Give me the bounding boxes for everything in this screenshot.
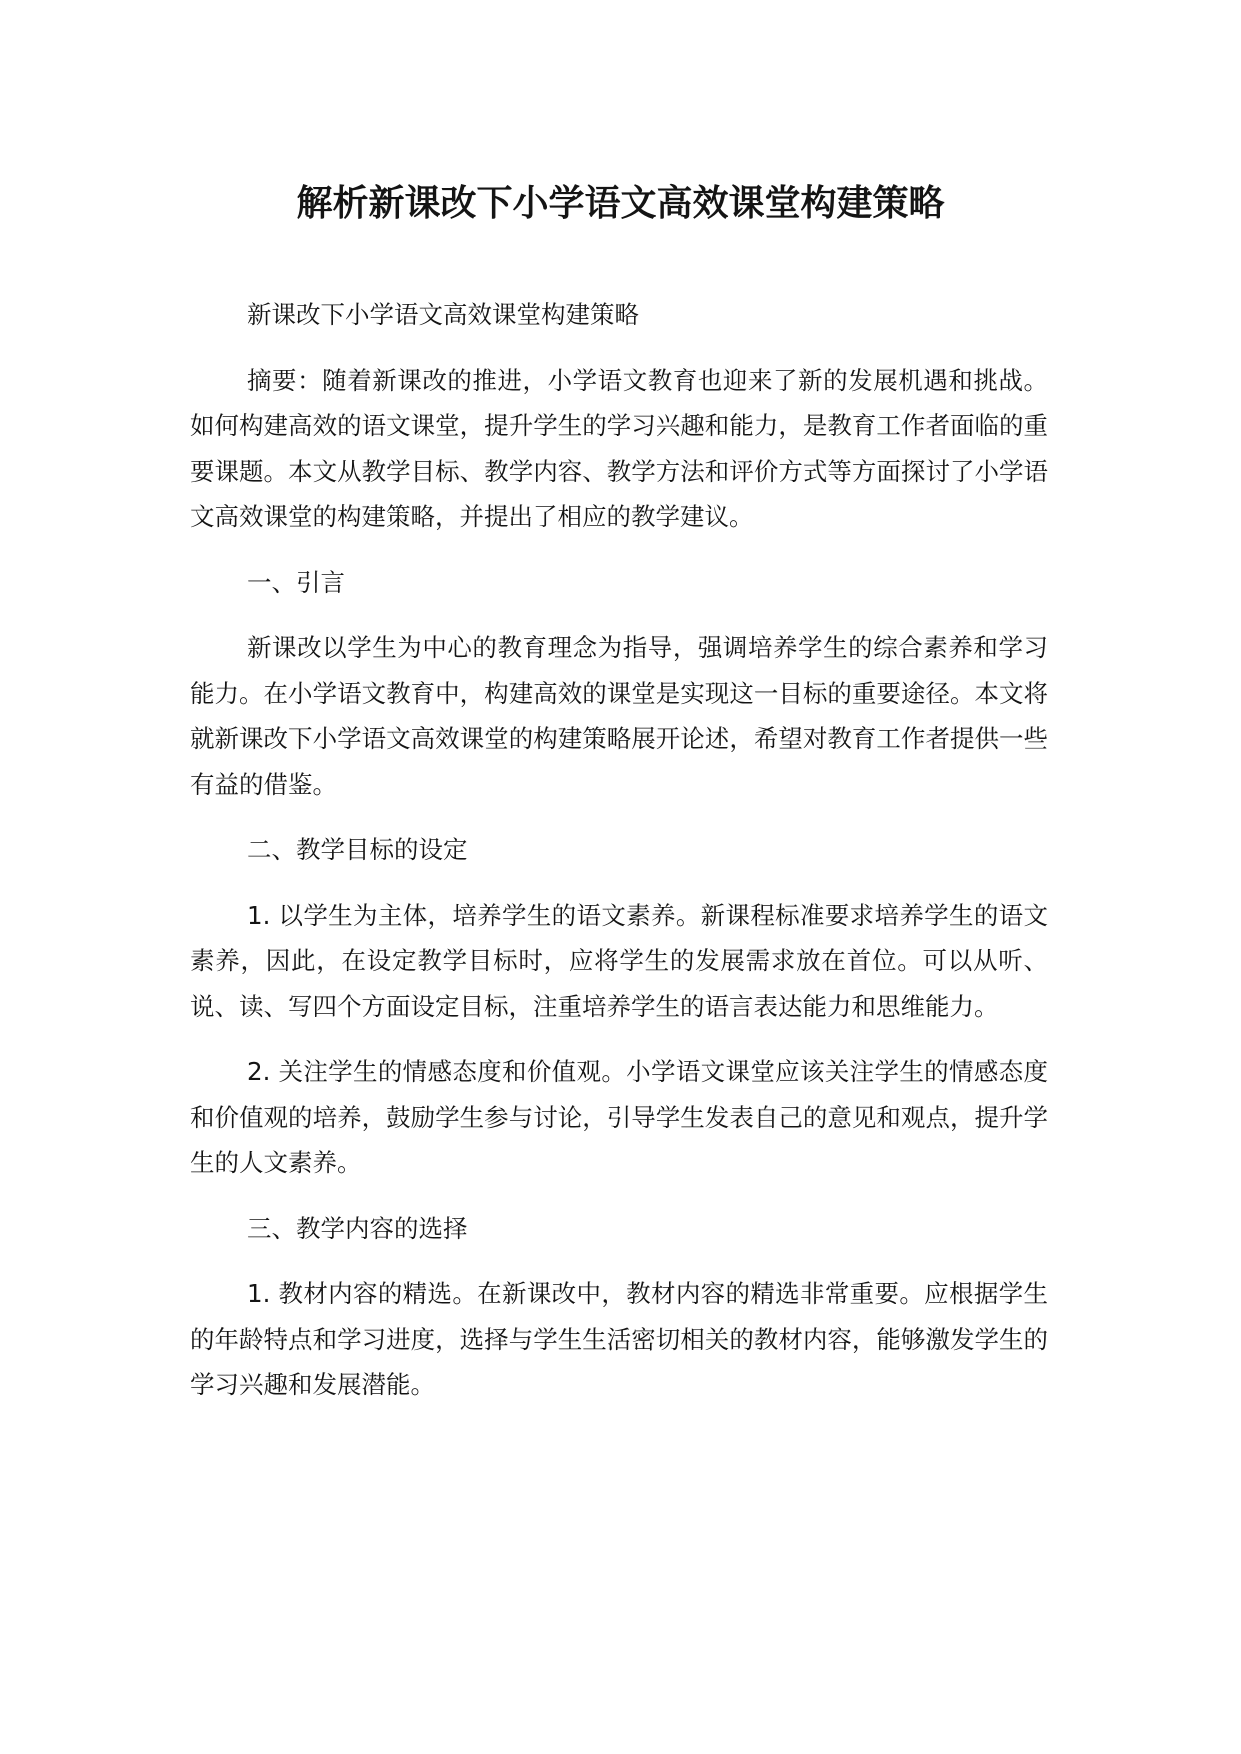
- section-heading-introduction: 一、引言: [247, 567, 345, 597]
- abstract-paragraph: 摘要：随着新课改的推进，小学语文教育也迎来了新的发展机遇和挑战。如何构建高效的语文课堂，提升学生的学习兴趣和能力，是教育工作者面临的重要课题。本文从教学目标、教学内容、教学方法和评价方式等方面探讨了小学语文高效课堂的构建策略，并提出了相应的教学建议。: [190, 365, 1048, 531]
- document-body: [190, 292, 1048, 1428]
- introduction-paragraph: 新课改以学生为中心的教育理念为指导，强调培养学生的综合素养和学习能力。在小学语文教育中，构建高效的课堂是实现这一目标的重要途径。本文将就新课改下小学语文高效课堂的构建策略展开论述，希望对教育工作者提供一些有益的借鉴。: [190, 633, 1048, 799]
- teaching-goals-item-2: 2. 关注学生的情感态度和价值观。小学语文课堂应该关注学生的情感态度和价值观的培养，鼓励学生参与讨论，引导学生发表自己的意见和观点，提升学生的人文素养。: [190, 1057, 1048, 1177]
- subtitle-paragraph: 新课改下小学语文高效课堂构建策略: [247, 300, 639, 329]
- teaching-content-item-1: 1. 教材内容的精选。在新课改中，教材内容的精选非常重要。应根据学生的年龄特点和学习进度，选择与学生生活密切相关的教材内容，能够激发学生的学习兴趣和发展潜能。: [190, 1279, 1048, 1399]
- section-heading-teaching-goals: 二、教学目标的设定: [247, 835, 468, 864]
- document-title: 解析新课改下小学语文高效课堂构建策略: [296, 183, 945, 224]
- section-heading-teaching-content: 三、教学内容的选择: [247, 1213, 468, 1243]
- teaching-goals-item-1: 1. 以学生为主体，培养学生的语文素养。新课程标准要求培养学生的语文素养，因此，在设定教学目标时，应将学生的发展需求放在首位。可以从听、说、读、写四个方面设定目标，注重培养学生的语言表达能力和思维能力。: [190, 900, 1048, 1021]
